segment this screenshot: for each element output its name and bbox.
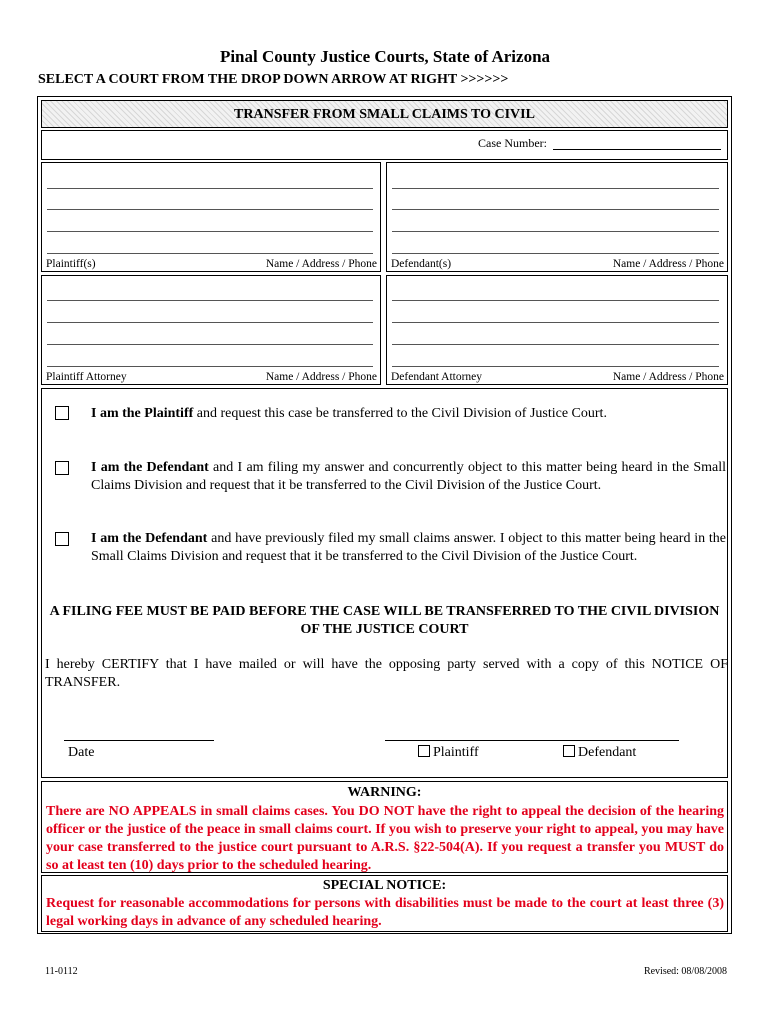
warning-box (41, 781, 728, 873)
date-line[interactable] (64, 740, 214, 741)
plaintiff-line-4[interactable] (47, 253, 373, 254)
defendant-previous-checkbox[interactable] (55, 532, 69, 546)
plaintiff-attorney-box (41, 275, 381, 385)
special-notice-heading: SPECIAL NOTICE: (322, 878, 447, 893)
option-defendant-answer-text: and I am filing my answer and concurrently object to this matter being heard in the Small Claims Division and request that it be transferred to the Civil Division of the Justice Court. (91, 460, 726, 493)
plaintiff-box (41, 162, 381, 272)
plaintiff-nap-label: Name / Address / Phone (265, 258, 377, 270)
plaintiff-attorney-nap-label: Name / Address / Phone (265, 371, 377, 383)
special-notice-text: Request for reasonable accommodations for persons with disabilities must be made to the court at least three (3) legal working days in advance of any scheduled hearing. (46, 896, 724, 929)
plaintiff-attorney-line-3[interactable] (47, 344, 373, 345)
option-plaintiff-text: and request this case be transferred to the Civil Division of Justice Court. (193, 406, 607, 421)
option-defendant-answer (91, 459, 726, 495)
defendant-line-1[interactable] (392, 188, 719, 189)
form-heading: TRANSFER FROM SMALL CLAIMS TO CIVIL (41, 100, 728, 128)
revised-date: Revised: 08/08/2008 (643, 966, 727, 977)
defendant-line-3[interactable] (392, 231, 719, 232)
defendant-signer-label: Defendant (578, 745, 637, 760)
plaintiff-line-3[interactable] (47, 231, 373, 232)
options-box (41, 388, 728, 778)
defendant-nap-label: Name / Address / Phone (612, 258, 724, 270)
defendant-box (386, 162, 728, 272)
option-defendant-answer-bold: I am the Defendant (91, 460, 209, 475)
page-title: Pinal County Justice Courts, State of Arizona (219, 47, 551, 66)
defendant-line-4[interactable] (392, 253, 719, 254)
defendant-line-2[interactable] (392, 209, 719, 210)
filing-fee-notice: A FILING FEE MUST BE PAID BEFORE THE CASE WILL BE TRANSFERRED TO THE CIVIL DIVISION OF THE JUSTICE COURT (49, 604, 720, 637)
defendant-attorney-line-2[interactable] (392, 322, 719, 323)
defendant-label: Defendant(s) (391, 258, 452, 270)
plaintiff-signer-option[interactable] (418, 745, 479, 761)
plaintiff-attorney-line-1[interactable] (47, 300, 373, 301)
option-plaintiff (91, 405, 726, 423)
plaintiff-line-2[interactable] (47, 209, 373, 210)
defendant-attorney-line-1[interactable] (392, 300, 719, 301)
option-defendant-previous-text: and have previously filed my small claims answer. I object to this matter being heard in the Small Claims Division and request that it be transferred to the Civil Division of the Justice Court. (91, 531, 726, 564)
plaintiff-label: Plaintiff(s) (46, 258, 96, 270)
defendant-signer-checkbox[interactable] (563, 745, 575, 757)
select-court-instruction: SELECT A COURT FROM THE DROP DOWN ARROW AT RIGHT >>>>>> (38, 72, 509, 87)
option-defendant-previous (91, 530, 726, 566)
certify-statement: I hereby CERTIFY that I have mailed or will have the opposing party served with a copy of this NOTICE OF TRANSFER. (45, 657, 728, 690)
form-number: 11-0112 (45, 966, 78, 977)
plaintiff-signer-label: Plaintiff (433, 745, 479, 760)
plaintiff-attorney-line-2[interactable] (47, 322, 373, 323)
date-label: Date (68, 745, 95, 760)
plaintiff-request-checkbox[interactable] (55, 406, 69, 420)
warning-text: There are NO APPEALS in small claims cases. You DO NOT have the right to appeal the decision of the hearing officer or the justice of the peace in small claims court. If you wish to preserve your right to appeal, you may have your case transferred to the justice court pursuant to A.R.S. §22-504(A). If you request a transfer you MUST do so at least ten (10) days prior to the scheduled hearing. (46, 804, 724, 873)
defendant-attorney-label: Defendant Attorney (391, 371, 483, 383)
defendant-attorney-nap-label: Name / Address / Phone (612, 371, 724, 383)
defendant-attorney-line-4[interactable] (392, 366, 719, 367)
defendant-attorney-line-3[interactable] (392, 344, 719, 345)
special-notice-box (41, 875, 728, 932)
warning-heading: WARNING: (347, 785, 422, 800)
plaintiff-attorney-line-4[interactable] (47, 366, 373, 367)
option-plaintiff-bold: I am the Plaintiff (91, 406, 194, 421)
plaintiff-attorney-label: Plaintiff Attorney (46, 371, 127, 383)
defendant-signer-option[interactable] (563, 745, 636, 761)
case-number-label: Case Number: (478, 136, 547, 150)
case-number-field[interactable] (553, 149, 721, 150)
case-number-section (41, 130, 728, 160)
defendant-answer-checkbox[interactable] (55, 461, 69, 475)
plaintiff-signer-checkbox[interactable] (418, 745, 430, 757)
plaintiff-line-1[interactable] (47, 188, 373, 189)
defendant-attorney-box (386, 275, 728, 385)
option-defendant-previous-bold: I am the Defendant (91, 531, 208, 546)
signature-line[interactable] (385, 740, 679, 741)
